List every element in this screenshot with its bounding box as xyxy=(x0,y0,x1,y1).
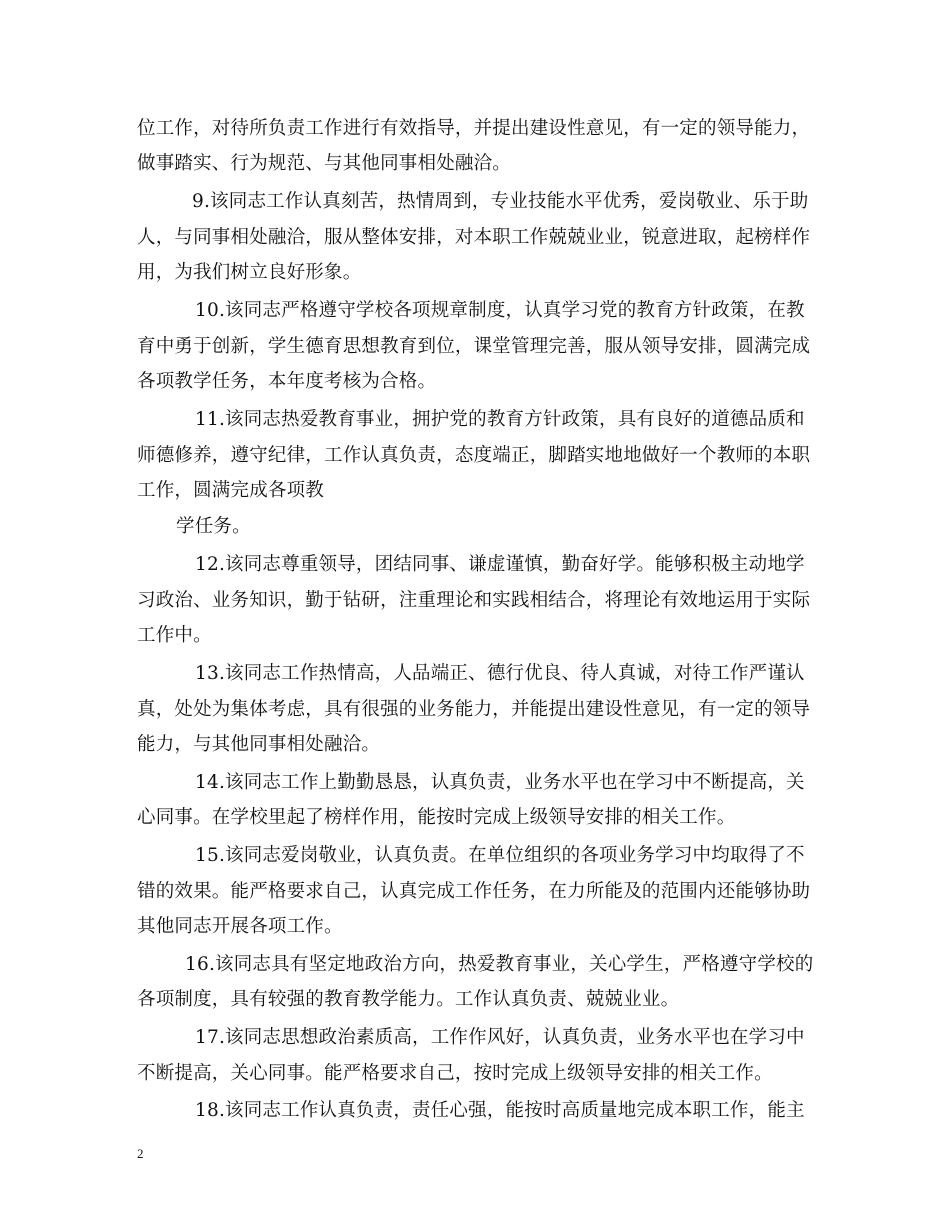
text-line: 12.该同志尊重领导，团结同事、谦虚谨慎，勤奋好学。能够积极主动地学 xyxy=(195,554,805,575)
text-line: 错的效果。能严格要求自己，认真完成工作任务，在力所能及的范围内还能够协助 xyxy=(137,881,811,902)
text-line: 其他同志开展各项工作。 xyxy=(137,916,343,937)
text-line: 各项制度，具有较强的教育教学能力。工作认真负责、兢兢业业。 xyxy=(137,989,680,1010)
text-line: 9.该同志工作认真刻苦，热情周到，专业技能水平优秀，爱岗敬业、乐于助 xyxy=(192,191,809,212)
text-line: 15.该同志爱岗敬业，认真负责。在单位组织的各项业务学习中均取得了不 xyxy=(195,845,805,866)
text-line: 心同事。在学校里起了榜样作用，能按时完成上级领导安排的相关工作。 xyxy=(137,807,736,828)
text-line: 能力，与其他同事相处融洽。 xyxy=(137,734,381,755)
text-line: 育中勇于创新，学生德育思想教育到位，课堂管理完善，服从领导安排，圆满完成 xyxy=(137,336,811,357)
text-line: 各项教学任务，本年度考核为合格。 xyxy=(137,371,437,392)
text-line: 真，处处为集体考虑，具有很强的业务能力，并能提出建设性意见，有一定的领导 xyxy=(137,699,811,720)
text-line: 17.该同志思想政治素质高，工作作风好，认真负责，业务水平也在学习中 xyxy=(195,1027,805,1048)
text-line: 16.该同志具有坚定地政治方向，热爱教育事业，关心学生，严格遵守学校的 xyxy=(185,954,814,975)
text-line: 14.该同志工作上勤勤恳恳，认真负责，业务水平也在学习中不断提高，关 xyxy=(195,772,805,793)
text-line: 用，为我们树立良好形象。 xyxy=(137,262,362,283)
text-line: 做事踏实、行为规范、与其他同事相处融洽。 xyxy=(137,153,512,174)
text-line: 人，与同事相处融洽，服从整体安排，对本职工作兢兢业业，锐意进取，起榜样作 xyxy=(137,227,811,248)
text-line: 工作，圆满完成各项教 xyxy=(137,480,325,501)
text-line: 习政治、业务知识，勤于钻研，注重理论和实践相结合，将理论有效地运用于实际 xyxy=(137,590,811,611)
text-line: 10.该同志严格遵守学校各项规章制度，认真学习党的教育方针政策，在教 xyxy=(195,300,805,321)
text-line: 不断提高，关心同事。能严格要求自己，按时完成上级领导安排的相关工作。 xyxy=(137,1063,773,1084)
text-line: 工作中。 xyxy=(137,625,212,646)
page-number: 2 xyxy=(137,1146,144,1161)
text-line: 位工作，对待所负责工作进行有效指导，并提出建设性意见，有一定的领导能力， xyxy=(137,118,811,139)
text-line: 师德修养，遵守纪律，工作认真负责，态度端正，脚踏实地地做好一个教师的本职 xyxy=(137,445,811,466)
text-line: 18.该同志工作认真负责，责任心强，能按时高质量地完成本职工作，能主 xyxy=(195,1100,805,1121)
text-line: 学任务。 xyxy=(176,516,251,537)
text-line: 11.该同志热爱教育事业，拥护党的教育方针政策，具有良好的道德品质和 xyxy=(195,409,805,430)
text-line: 13.该同志工作热情高，人品端正、德行优良、待人真诚，对待工作严谨认 xyxy=(195,663,805,684)
